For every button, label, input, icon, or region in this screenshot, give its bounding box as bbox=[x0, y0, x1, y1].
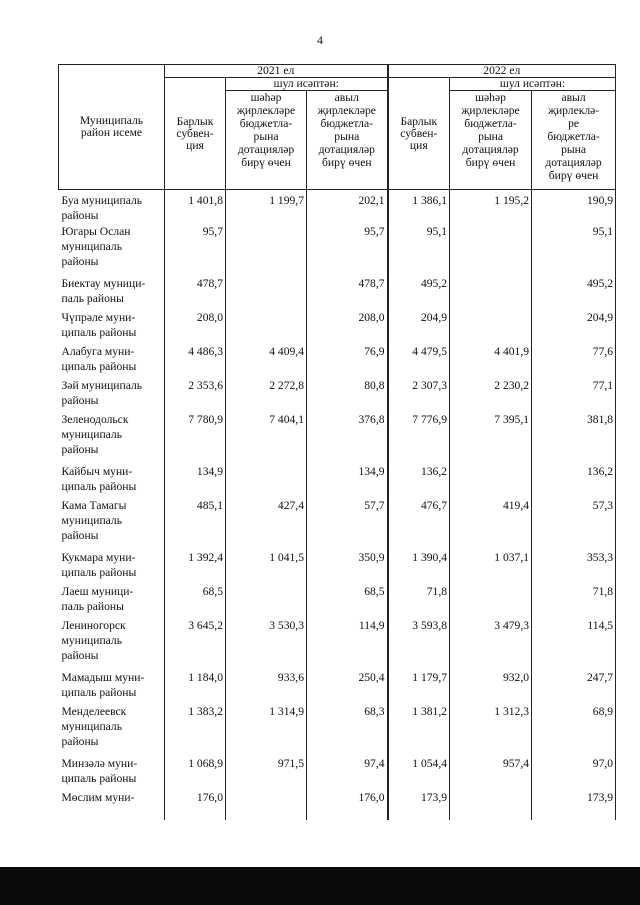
rural-2021-cell: 134,9 bbox=[307, 464, 388, 498]
rural-2022-cell: 204,9 bbox=[532, 310, 616, 344]
city-2021-cell bbox=[226, 464, 307, 498]
rural-2021-cell: 478,7 bbox=[307, 276, 388, 310]
total-2022-cell: 1 386,1 bbox=[388, 190, 450, 224]
total-2021-cell: 478,7 bbox=[165, 276, 226, 310]
header-year-2021: 2021 ел bbox=[165, 65, 388, 78]
rural-2022-cell: 77,6 bbox=[532, 344, 616, 378]
total-2022-cell: 173,9 bbox=[388, 790, 450, 820]
total-2022-cell: 136,2 bbox=[388, 464, 450, 498]
table-row bbox=[59, 704, 616, 756]
rural-2021-cell: 350,9 bbox=[307, 550, 388, 584]
header-rural-2022: авыл җирлеклә- ре бюджетла- рына дотацияләр бирү өчен bbox=[532, 91, 616, 190]
city-2022-cell: 419,4 bbox=[450, 498, 532, 550]
total-2021-cell: 1 068,9 bbox=[165, 756, 226, 790]
table-row bbox=[59, 498, 616, 550]
rural-2021-cell: 250,4 bbox=[307, 670, 388, 704]
table-row bbox=[59, 276, 616, 310]
rural-2022-cell: 381,8 bbox=[532, 412, 616, 464]
total-2022-cell: 4 479,5 bbox=[388, 344, 450, 378]
city-2021-cell: 427,4 bbox=[226, 498, 307, 550]
total-2022-cell: 1 381,2 bbox=[388, 704, 450, 756]
rural-2022-cell: 136,2 bbox=[532, 464, 616, 498]
rural-2022-cell: 68,9 bbox=[532, 704, 616, 756]
total-2022-cell: 1 179,7 bbox=[388, 670, 450, 704]
table-row bbox=[59, 670, 616, 704]
municipality-name: Кукмара муни- ципаль районы bbox=[61, 550, 137, 579]
total-2021-cell: 485,1 bbox=[165, 498, 226, 550]
municipality-name: Кайбыч муни- ципаль районы bbox=[61, 464, 137, 493]
rural-2022-cell: 57,3 bbox=[532, 498, 616, 550]
rural-2021-cell: 114,9 bbox=[307, 618, 388, 670]
header-including-2021: шул исәптән: bbox=[226, 78, 388, 91]
municipality-name: Зеленодольск муниципаль районы bbox=[61, 412, 129, 456]
municipality-name: Зәй муниципаль районы bbox=[61, 378, 143, 407]
city-2022-cell: 957,4 bbox=[450, 756, 532, 790]
city-2021-cell bbox=[226, 790, 307, 820]
total-2022-cell: 71,8 bbox=[388, 584, 450, 618]
total-2021-cell: 1 392,4 bbox=[165, 550, 226, 584]
total-2022-cell: 2 307,3 bbox=[388, 378, 450, 412]
rural-2022-cell: 247,7 bbox=[532, 670, 616, 704]
rural-2022-cell: 97,0 bbox=[532, 756, 616, 790]
total-2022-cell: 1 390,4 bbox=[388, 550, 450, 584]
rural-2021-cell: 376,8 bbox=[307, 412, 388, 464]
total-2021-cell: 7 780,9 bbox=[165, 412, 226, 464]
table-row bbox=[59, 412, 616, 464]
municipality-name: Менделеевск муниципаль районы bbox=[61, 704, 127, 748]
header-rural-2021: авыл җирлекләре бюджетла- рына дотацияләр бирү өчен bbox=[307, 91, 388, 190]
city-2022-cell bbox=[450, 790, 532, 820]
city-2021-cell: 933,6 bbox=[226, 670, 307, 704]
rural-2022-cell: 173,9 bbox=[532, 790, 616, 820]
rural-2021-cell: 57,7 bbox=[307, 498, 388, 550]
municipality-name: Лаеш муници- паль районы bbox=[61, 584, 134, 613]
city-2022-cell bbox=[450, 584, 532, 618]
total-2022-cell: 1 054,4 bbox=[388, 756, 450, 790]
rural-2021-cell: 68,5 bbox=[307, 584, 388, 618]
municipality-name: Минзәлә муни- ципаль районы bbox=[61, 756, 138, 785]
rural-2021-cell: 68,3 bbox=[307, 704, 388, 756]
city-2022-cell: 1 312,3 bbox=[450, 704, 532, 756]
total-2021-cell: 176,0 bbox=[165, 790, 226, 820]
city-2022-cell: 1 195,2 bbox=[450, 190, 532, 224]
city-2021-cell: 971,5 bbox=[226, 756, 307, 790]
total-2021-cell: 1 383,2 bbox=[165, 704, 226, 756]
municipality-name: Биектау муници- паль районы bbox=[61, 276, 146, 305]
total-2022-cell: 476,7 bbox=[388, 498, 450, 550]
header-total-2022: Барлык субвен- ция bbox=[388, 78, 450, 190]
city-2022-cell bbox=[450, 464, 532, 498]
header-including-2022: шул исәптән: bbox=[450, 78, 616, 91]
rural-2021-cell: 208,0 bbox=[307, 310, 388, 344]
total-2022-cell: 95,1 bbox=[388, 224, 450, 276]
scan-bottom-edge bbox=[0, 867, 640, 905]
city-2021-cell bbox=[226, 276, 307, 310]
city-2021-cell bbox=[226, 584, 307, 618]
table-row bbox=[59, 618, 616, 670]
header-municipality: Муниципаль район исеме bbox=[59, 65, 165, 190]
table-row bbox=[59, 790, 616, 820]
city-2021-cell bbox=[226, 310, 307, 344]
rural-2021-cell: 97,4 bbox=[307, 756, 388, 790]
table-row bbox=[59, 756, 616, 790]
city-2022-cell: 7 395,1 bbox=[450, 412, 532, 464]
rural-2022-cell: 114,5 bbox=[532, 618, 616, 670]
total-2021-cell: 3 645,2 bbox=[165, 618, 226, 670]
total-2022-cell: 3 593,8 bbox=[388, 618, 450, 670]
table-body bbox=[59, 190, 616, 820]
table-header bbox=[59, 65, 616, 190]
rural-2022-cell: 495,2 bbox=[532, 276, 616, 310]
total-2021-cell: 208,0 bbox=[165, 310, 226, 344]
total-2021-cell: 68,5 bbox=[165, 584, 226, 618]
city-2022-cell: 2 230,2 bbox=[450, 378, 532, 412]
total-2021-cell: 134,9 bbox=[165, 464, 226, 498]
page-number: 4 bbox=[317, 33, 323, 47]
city-2022-cell bbox=[450, 276, 532, 310]
city-2021-cell: 2 272,8 bbox=[226, 378, 307, 412]
table-row bbox=[59, 224, 616, 276]
municipality-name: Лениногорск муниципаль районы bbox=[61, 618, 126, 662]
rural-2022-cell: 71,8 bbox=[532, 584, 616, 618]
city-2022-cell: 1 037,1 bbox=[450, 550, 532, 584]
total-2022-cell: 7 776,9 bbox=[388, 412, 450, 464]
city-2021-cell: 3 530,3 bbox=[226, 618, 307, 670]
municipality-name: Мөслим муни- bbox=[61, 790, 135, 804]
city-2021-cell: 7 404,1 bbox=[226, 412, 307, 464]
total-2021-cell: 1 184,0 bbox=[165, 670, 226, 704]
municipality-name: Буа муниципаль районы bbox=[61, 194, 143, 222]
city-2022-cell bbox=[450, 310, 532, 344]
rural-2022-cell: 353,3 bbox=[532, 550, 616, 584]
rural-2021-cell: 95,7 bbox=[307, 224, 388, 276]
municipality-name: Югары Ослан муниципаль районы bbox=[61, 224, 131, 268]
city-2021-cell: 1 199,7 bbox=[226, 190, 307, 224]
city-2022-cell: 932,0 bbox=[450, 670, 532, 704]
rural-2022-cell: 190,9 bbox=[532, 190, 616, 224]
city-2021-cell bbox=[226, 224, 307, 276]
municipality-name: Чүпрәле муни- ципаль районы bbox=[61, 310, 137, 339]
total-2021-cell: 1 401,8 bbox=[165, 190, 226, 224]
total-2021-cell: 95,7 bbox=[165, 224, 226, 276]
total-2022-cell: 495,2 bbox=[388, 276, 450, 310]
rural-2021-cell: 202,1 bbox=[307, 190, 388, 224]
header-city-2021: шәһәр җирлекләре бюджетла- рына дотацияләр бирү өчен bbox=[226, 91, 307, 190]
municipality-name: Кама Тамагы муниципаль районы bbox=[61, 498, 127, 542]
header-total-2021: Барлык субвен- ция bbox=[165, 78, 226, 190]
city-2022-cell: 3 479,3 bbox=[450, 618, 532, 670]
table-row bbox=[59, 584, 616, 618]
header-year-2022: 2022 ел bbox=[388, 65, 616, 78]
table-row bbox=[59, 550, 616, 584]
rural-2021-cell: 80,8 bbox=[307, 378, 388, 412]
city-2022-cell bbox=[450, 224, 532, 276]
table-row bbox=[59, 464, 616, 498]
table-row bbox=[59, 190, 616, 224]
subsidy-table bbox=[58, 64, 616, 820]
total-2021-cell: 2 353,6 bbox=[165, 378, 226, 412]
city-2021-cell: 4 409,4 bbox=[226, 344, 307, 378]
rural-2021-cell: 176,0 bbox=[307, 790, 388, 820]
rural-2022-cell: 95,1 bbox=[532, 224, 616, 276]
municipality-name: Алабуга муни- ципаль районы bbox=[61, 344, 137, 373]
rural-2021-cell: 76,9 bbox=[307, 344, 388, 378]
city-2022-cell: 4 401,9 bbox=[450, 344, 532, 378]
table-row bbox=[59, 344, 616, 378]
header-city-2022: шәһәр җирлекләре бюджетла- рына дотацияләр бирү өчен bbox=[450, 91, 532, 190]
municipality-name: Мамадыш муни- ципаль районы bbox=[61, 670, 145, 699]
table-row bbox=[59, 310, 616, 344]
rural-2022-cell: 77,1 bbox=[532, 378, 616, 412]
total-2021-cell: 4 486,3 bbox=[165, 344, 226, 378]
table-row bbox=[59, 378, 616, 412]
total-2022-cell: 204,9 bbox=[388, 310, 450, 344]
city-2021-cell: 1 314,9 bbox=[226, 704, 307, 756]
city-2021-cell: 1 041,5 bbox=[226, 550, 307, 584]
